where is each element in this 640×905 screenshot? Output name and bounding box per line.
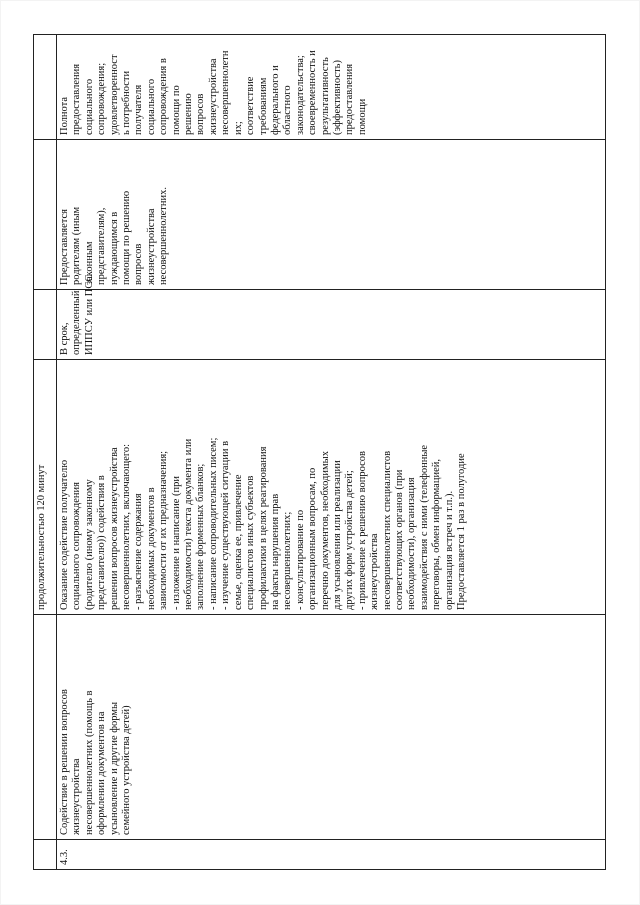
criteria-cell — [57, 35, 606, 140]
service-content-line: соответствующих органов (при — [393, 469, 405, 610]
continuation-content-cell — [34, 360, 57, 615]
service-content-line: специалистов иных субъектов — [245, 475, 257, 610]
service-content-line: - изучение существующей ситуации в — [220, 440, 232, 610]
criteria-line: ь потребности — [121, 70, 133, 135]
service-content-line: несовершеннолетних специалистов — [381, 450, 393, 610]
rotated-table-container — [33, 35, 606, 870]
criteria-line: решению — [183, 93, 195, 135]
criteria-line: помощи по — [170, 85, 182, 135]
service-content-line: Оказание содействие получателю — [59, 459, 70, 610]
criteria-line: сопровождения в — [158, 58, 170, 135]
criteria-line: областного — [282, 85, 294, 135]
row-number-cell — [57, 840, 606, 870]
service-content-line: взаимодействия с ними (телефонные — [418, 444, 430, 610]
service-content-line: организационным вопросам, по — [307, 467, 319, 610]
conditions-line: законным — [83, 241, 95, 285]
service-content-line: жизнеустройства — [369, 533, 381, 610]
term-cell — [57, 274, 606, 360]
criteria-line: социального — [83, 78, 95, 135]
service-name-line: оформлении документов на — [96, 711, 108, 835]
services-table — [33, 34, 606, 870]
conditions-line: представителям), — [96, 207, 108, 285]
service-content-line: других форм устройства детей; — [344, 470, 356, 610]
service-content-line: переговоры, обмен информацией, — [431, 459, 443, 610]
criteria-line: предоставления — [71, 63, 83, 135]
service-name-cell — [57, 615, 606, 840]
conditions-line: жизнеустройства — [145, 208, 157, 285]
service-content-line: решении вопросов жизнеустройства — [108, 447, 120, 610]
service-name-line: несовершеннолетних (помощь в — [83, 690, 95, 835]
continuation-term-cell — [34, 290, 57, 360]
conditions-line: несовершеннолетних. — [158, 187, 170, 285]
service-content-line: заполнение форменных бланков; — [195, 463, 207, 610]
criteria-line: получателя — [133, 84, 145, 135]
service-content-line: - написание сопроводительных писем; — [207, 437, 219, 610]
criteria-line: помощи — [356, 98, 368, 135]
service-content-cell — [57, 360, 606, 615]
criteria-line: несовершеннолетн — [220, 50, 232, 135]
service-content-line: для усыновления или реализации — [331, 460, 343, 610]
criteria-line: их; — [232, 121, 244, 135]
criteria-line: вопросов — [195, 93, 207, 135]
criteria-line: своевременность и — [307, 50, 319, 135]
continuation-num-cell — [34, 840, 57, 870]
criteria-line: Полнота — [59, 96, 70, 135]
continuation-text: продолжительностью 120 минут — [36, 464, 47, 610]
service-content-line: перечню документов, необходимых — [319, 451, 331, 610]
continuation-criteria-cell — [34, 35, 57, 140]
conditions-line: вопросов — [133, 243, 145, 285]
criteria-line: (эффективность) — [331, 60, 343, 135]
conditions-cell — [57, 140, 606, 290]
term-line: В срок, — [59, 322, 70, 355]
service-name-line: жизнеустройства — [71, 758, 83, 835]
service-content-line: Предоставляется 1 раз в полугодие — [456, 453, 467, 610]
criteria-line: удовлетворенност — [108, 54, 120, 135]
criteria-line: результативность — [319, 57, 331, 135]
criteria-line: сопровождения; — [96, 62, 108, 135]
service-content-line: необходимых документов в — [145, 487, 157, 610]
row-number: 4.3. — [59, 849, 70, 865]
service-content-line: организация встреч и т.п.). — [443, 490, 455, 610]
service-content-line: семье, оценка ее, привлечение — [232, 474, 244, 610]
service-content-line: - разъяснение содержания — [133, 493, 145, 610]
service-content-line: представителю)) содействия в — [96, 475, 108, 610]
service-content-line: - консультирование по — [294, 509, 306, 610]
service-name-line: усыновление и другие формы — [108, 701, 120, 835]
continuation-conditions-cell — [34, 140, 57, 290]
criteria-line: требованиям — [257, 77, 269, 135]
continuation-row — [34, 35, 57, 870]
criteria-line: жизнеустройства — [207, 58, 219, 135]
service-content-line: (родителю (иному законному — [83, 479, 95, 610]
service-content-line: на факты нарушения прав — [269, 493, 281, 610]
service-content-line: необходимости), организация — [406, 477, 418, 610]
table-row — [57, 35, 606, 870]
criteria-line: предоставления — [344, 63, 356, 135]
service-content-line: несовершеннолетних; — [282, 511, 294, 610]
conditions-line: нуждающимся в — [108, 211, 120, 285]
criteria-line: социального — [145, 78, 157, 135]
service-content-line: - привлечение к решению вопросов — [356, 450, 368, 610]
service-content-line: социального сопровождения — [71, 482, 83, 610]
service-name-line: Содействие в решении вопросов — [59, 689, 70, 835]
conditions-line: родителям (иным — [71, 206, 83, 285]
criteria-line: федерального и — [269, 65, 281, 135]
service-name-line: семейного устройства детей) — [121, 705, 133, 835]
conditions-line: Предоставляется — [59, 208, 70, 285]
continuation-name-cell — [34, 615, 57, 840]
criteria-line: соответствие — [245, 76, 257, 135]
service-content-line: профилактики в целях реагирования — [257, 446, 269, 610]
service-content-line: - изложение и написание (при — [170, 476, 182, 610]
criteria-line: законодательства; — [294, 55, 306, 135]
conditions-line: помощи по решению — [121, 190, 133, 285]
service-content-line: зависимости от их предназначения; — [158, 450, 170, 610]
term-line: определенный — [71, 290, 83, 355]
term-line: ИППСУ или ПСС — [83, 274, 95, 355]
service-content-line: необходимости) текста документа или — [183, 438, 195, 610]
service-content-line: несовершеннолетних, включающего: — [121, 443, 133, 610]
